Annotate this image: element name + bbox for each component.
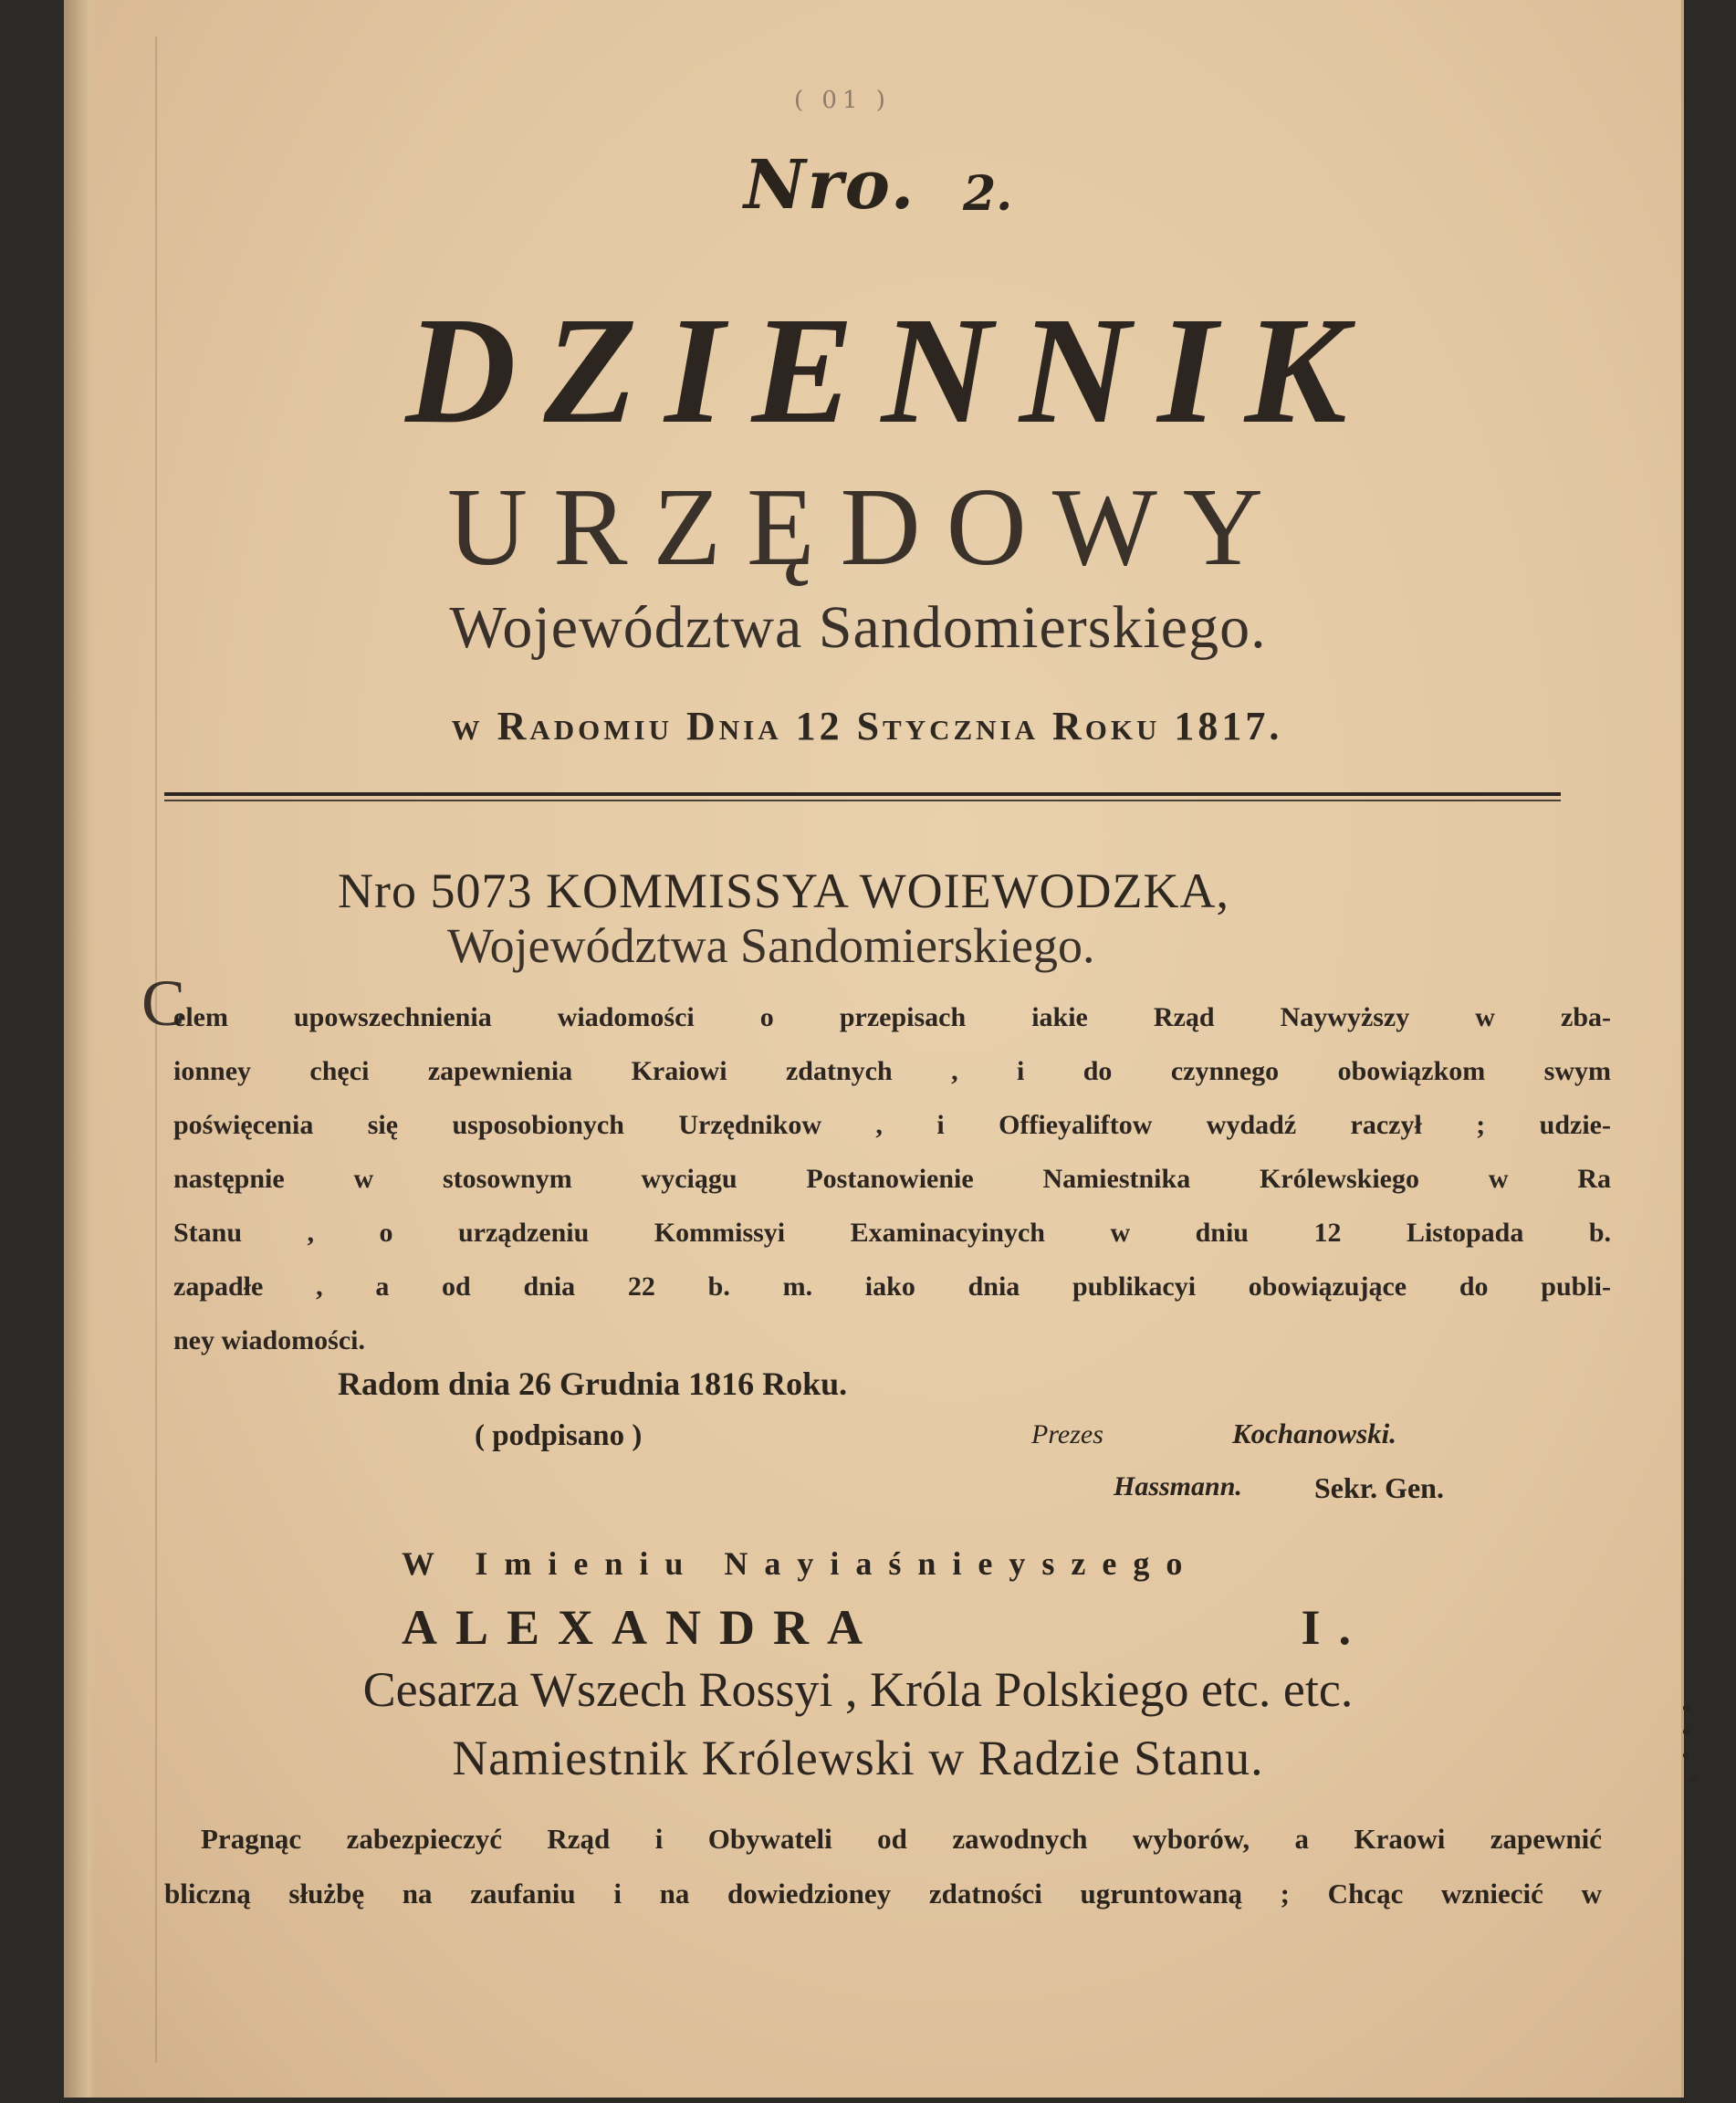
issue-label: Nro. bbox=[744, 146, 916, 225]
newspaper-page bbox=[64, 0, 1701, 2098]
place-date: Radom dnia 26 Grudnia 1816 Roku. bbox=[338, 1365, 848, 1402]
section-heading: Nro 5073 KOMMISSYA WOIEWODZKA, bbox=[338, 863, 1229, 918]
section-body bbox=[173, 990, 1611, 1367]
signed-label: ( podpisano ) bbox=[475, 1419, 643, 1452]
page-number: ( 01 ) bbox=[794, 87, 891, 114]
body-line: bliczną służbę na zaufaniu i na dowiedzioney zdatności ugruntowaną ; Chcąc wzniecić w bbox=[164, 1878, 1602, 1909]
masthead-rule bbox=[164, 792, 1561, 801]
section-subheading: Województwa Sandomierskiego. bbox=[447, 918, 1095, 973]
body-line: ionney chęci zapewnienia Kraiowi zdatnych , i do czynnego obowiązkom swym bbox=[173, 1056, 1611, 1086]
body-line: elem upowszechnienia wiadomości o przepisach iakie Rząd Naywyższy w zba- bbox=[173, 1002, 1611, 1032]
body-line: Stanu , o urządzeniu Kommissyi Examinacyinych w dniu 12 Listopada b. bbox=[173, 1218, 1611, 1248]
decree-in-the-name: W Imieniu Nayiaśnieyszego bbox=[402, 1545, 1199, 1582]
masthead-subtitle: URZĘDOWY bbox=[447, 466, 1289, 589]
body-line: ney wiadomości. bbox=[173, 1325, 365, 1355]
binding-shadow bbox=[64, 0, 95, 2098]
decree-titles: Cesarza Wszech Rossyi , Króla Polskiego etc. etc. bbox=[362, 1662, 1354, 1717]
body-line: następnie w stosownym wyciągu Postanowienie Namiestnika Królewskiego w Ra bbox=[173, 1164, 1611, 1194]
drop-cap: C bbox=[141, 967, 186, 1040]
secretary-name: Hassmann. bbox=[1114, 1471, 1242, 1501]
president-title: Prezes bbox=[1031, 1419, 1103, 1449]
secretary-title: Sekr. Gen. bbox=[1314, 1471, 1444, 1504]
decree-monarch: ALEXANDRA I. bbox=[402, 1600, 1369, 1655]
body-line: zapadłe , a od dnia 22 b. m. iako dnia publikacyi obowiązujące do publi- bbox=[173, 1271, 1611, 1302]
decree-namiestnik: Namiestnik Królewski w Radzie Stanu. bbox=[452, 1731, 1264, 1785]
masthead-voivodeship: Województwa Sandomierskiego. bbox=[449, 594, 1267, 661]
decree-body bbox=[164, 1812, 1602, 1921]
body-line: Pragnąc zabezpieczyć Rząd i Obywateli od zawodnych wyborów, a Kraowi zapewnić bbox=[201, 1823, 1602, 1855]
masthead-title: DZIENNIK bbox=[405, 286, 1375, 455]
page-fold bbox=[155, 37, 157, 2063]
ink-spots: • • • • bbox=[1679, 1696, 1701, 1794]
issue-number: 2. bbox=[963, 166, 1013, 222]
masthead-dateline: w Radomiu Dnia 12 Stycznia Roku 1817. bbox=[451, 704, 1283, 748]
body-line: poświęcenia się usposobionych Urzędnikow , i Offieyaliftow wydadź raczył ; udzie- bbox=[173, 1110, 1611, 1140]
president-name: Kochanowski. bbox=[1232, 1418, 1397, 1449]
